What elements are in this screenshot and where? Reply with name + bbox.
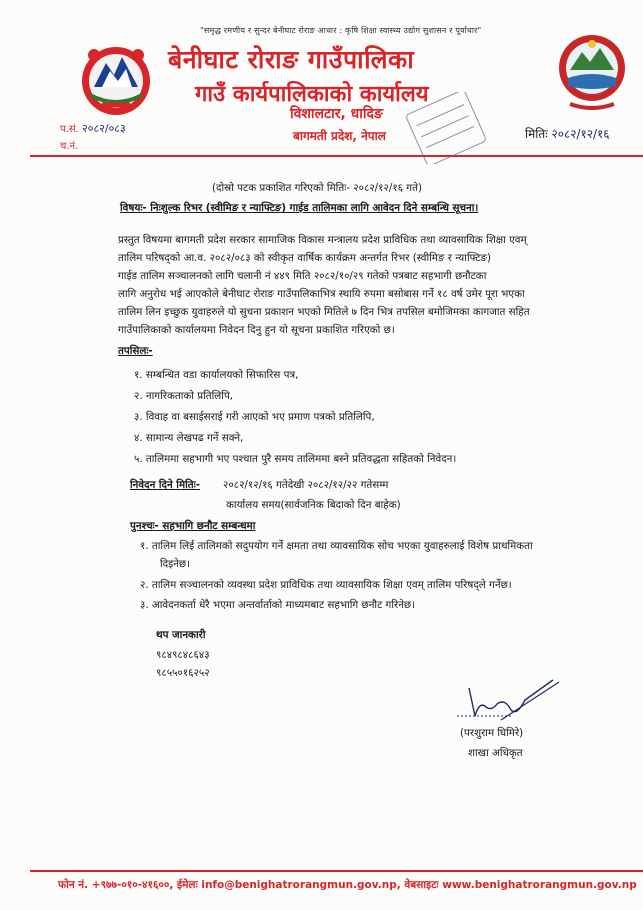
remarks-item: २. तालिम सञ्चालनको व्यवस्था प्रदेश प्राविधिक तथा व्यावसायिक शिक्षा एवम् तालिम परिषद्ले गर्नेछ।	[140, 579, 512, 591]
paragraph-line: तालिम लिन इच्छुक युवाहरुले यो सुचना प्रकाशन भएको मितिले ७ दिन भित्र तपसिल बमोजिमका कागजात सहित	[118, 306, 530, 318]
contact-label: थप जानकारी	[156, 629, 206, 641]
republished-note: (दोस्रो पटक प्रकाशित गरिएको मितिः- २०८२/१२/१६ गते)	[212, 182, 422, 194]
province-label: बागमती प्रदेश, नेपाल	[293, 129, 386, 143]
notice-subject: विषयः- निःशुल्क रिभर (स्वीमिङ र न्याफ्टिङ) गाईड तालिमका लागि आवेदन दिने सम्बन्धि सूचना।	[120, 202, 479, 214]
paragraph-line: प्रस्तुत विषयमा बागमती प्रदेश सरकार सामाजिक विकास मन्त्रालय प्रदेश प्राविधिक तथा व्यावसायिक शिक्षा एवम्	[118, 234, 527, 246]
ref-ps-value: २०८२/०८३	[82, 122, 126, 135]
remarks-label: पुनश्चः- सहभागि छनौट सम्बन्धमा	[130, 520, 256, 532]
footer-phone-label: फोन नं.	[58, 879, 89, 891]
reference-number	[60, 120, 126, 138]
tapasil-item: २. नागरिकताको प्रतिलिपि,	[134, 390, 234, 402]
date-value: २०८२/१२/१६	[551, 127, 610, 141]
remarks-item: १. तालिम लिई तालिमको सदुपयोग गर्ने क्षमता तथा व्यावसायिक सोच भएका युवाहरुलाई विशेष प्राथमिकता	[140, 540, 533, 552]
remarks-item-continued: दिइनेछ।	[160, 558, 191, 570]
footer-email-link[interactable]: info@benighatrorangmun.gov.np,	[201, 879, 401, 891]
tapasil-label: तपसिलः-	[118, 345, 153, 357]
municipality-title: बेनीघाट रोराङ गाउँपालिका	[168, 45, 415, 74]
footer-website-label: वेबसाइटः	[404, 879, 439, 891]
footer-contact	[58, 878, 637, 892]
tapasil-item: ५. तालिममा सहभागी भए पश्चात पुरै समय तालिममा बस्ने प्रतिवद्धता सहितको निवेदन।	[134, 453, 457, 465]
dispatch-number	[60, 138, 126, 155]
tapasil-item: ३. विवाह वा बसाईसराई गरी आएको भए प्रमाण पत्रको प्रतिलिपि,	[134, 411, 375, 423]
signatory-name: (परशुराम घिमिरे)	[460, 727, 524, 739]
contact-phone: ९८५५०१६२५२	[156, 667, 210, 679]
office-location: विशालटार, धादिङ	[290, 106, 383, 122]
paragraph-line: तालिम परिषद्को आ.व. २०८२/०८३ को स्वीकृत वार्षिक कार्यक्रम अन्तर्गत रिभर (स्वीमिङ र न्याफ्टिङ)	[118, 252, 492, 264]
tapasil-item: १. सम्बन्धित वडा कार्यालयको सिफारिस पत्र,	[134, 369, 299, 381]
deadline-label: निवेदन दिने मितिः-	[130, 479, 201, 491]
deadline-value: २०८२/१२/१६ गतेदेखी २०८२/१२/२२ गतेसम्म	[223, 479, 389, 491]
footer-divider	[30, 870, 643, 872]
letter-date	[525, 125, 610, 142]
registration-stamp-icon	[400, 92, 492, 164]
tapasil-item: ४. सामान्य लेखपढ गर्ने सक्ने,	[134, 432, 244, 444]
paragraph-line: लागि अनुरोध भई आएकोले बेनीघाट रोराङ गाउँपालिकाभित्र स्थायि रुपमा बसोबास गर्ने १८ वर्ष उमेर पूरा भएका	[118, 288, 525, 300]
deadline-note: कार्यालय समय(सार्वजनिक बिदाको दिन बाहेक)	[226, 499, 401, 511]
office-subtitle: गाउँ कार्यपालिकाको कार्यालय	[195, 82, 429, 107]
footer-website-link[interactable]: www.benighatrorangmun.gov.np	[442, 879, 637, 891]
ref-cn-label: च.नं.	[60, 141, 79, 152]
remarks-item: ३. आवेदनकर्ता धेरै भएमा अन्तर्वार्ताको माध्यमबाट सहभागि छनौट गरिनेछ।	[140, 599, 416, 611]
contact-phone: ९८४९८४८६४३	[156, 649, 210, 661]
signature-icon	[455, 676, 565, 732]
paragraph-line: गाईड तालिम सञ्चालनको लागि चलानी नं ४४९ मिति २०८२/१०/२९ गतेको पत्रबाट सहभागी छनौटका	[118, 270, 487, 282]
footer-email-label: ईमेलः	[177, 879, 198, 891]
nepal-emblem-icon	[72, 35, 160, 123]
paragraph-line: गाउँपालिकाको कार्यालयमा निवेदन दिनु हुन यो सूचना प्रकाशित गरिएको छ।	[118, 324, 395, 336]
ref-ps-label: प.सं.	[60, 124, 79, 135]
signatory-title: शाखा अधिकृत	[468, 747, 523, 759]
reference-block	[60, 120, 126, 155]
date-label: मितिः	[525, 127, 548, 141]
header-divider	[30, 155, 643, 157]
municipality-logo-icon	[556, 30, 628, 110]
motto: "समृद्ध रमणीय र सुन्दर बेनीघाट रोराङ आधार : कृषि शिक्षा स्वास्थ्य उद्योग सुशासन र पूर्वाधार"	[200, 26, 482, 35]
footer-phone: +९७७-०१०-४१६००,	[91, 879, 174, 891]
